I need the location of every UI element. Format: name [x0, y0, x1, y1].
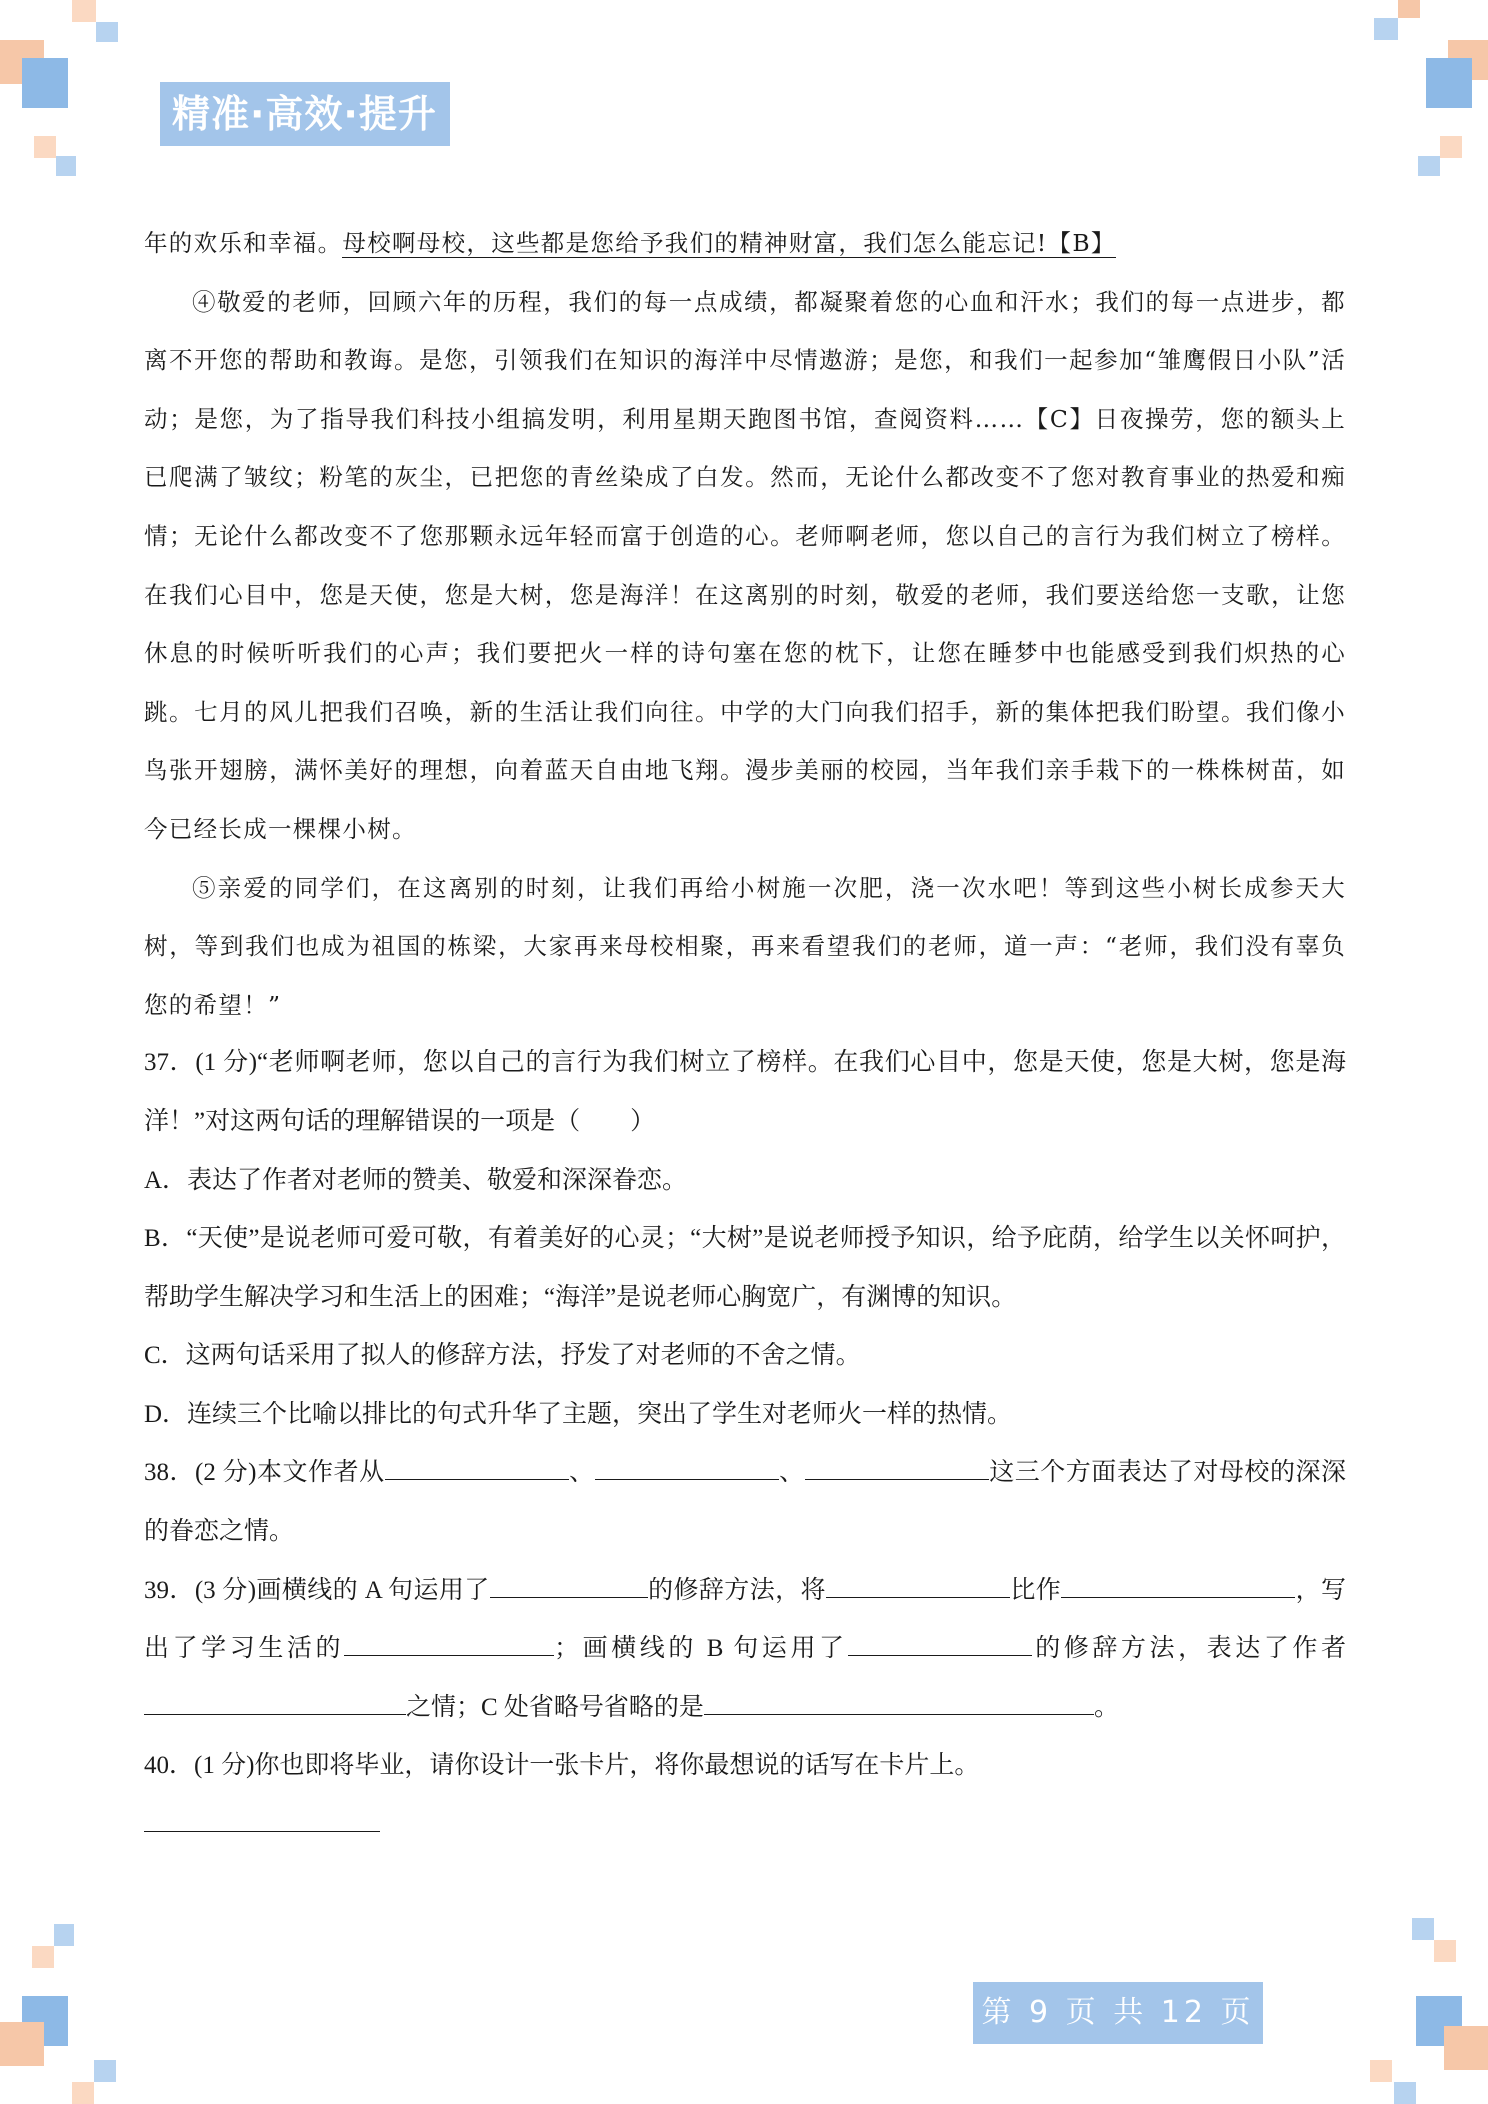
answer-blank[interactable]: [826, 1575, 1010, 1598]
question-40: 40．(1 分)你也即将毕业，请你设计一张卡片，将你最想说的话写在卡片上。: [144, 1752, 980, 1780]
answer-blank[interactable]: [344, 1633, 554, 1656]
option-b: B．“天使”是说老师可爱可敬，有着美好的心灵；“大树”是说老师授予知识，给予庇荫，给学生以关怀呵护，帮助学生解决学习和生活上的困难；“海洋”是说老师心胸宽广，有渊博的知识。: [144, 1225, 1346, 1311]
answer-blank[interactable]: [848, 1633, 1032, 1656]
question-39: 39．(3 分)画横线的 A 句运用了 的修辞方法，将 比作 ，写出了学习生活的 ；画横线的 B 句运用了 的修辞方法，表达了作者之情；C 处省略号省略的是 。: [144, 1576, 1346, 1721]
passage-paragraph-4: ④敬爱的老师，回顾六年的历程，我们的每一点成绩，都凝聚着您的心血和汗水；我们的每一点进步，都离不开您的帮助和教诲。是您，引领我们在知识的海洋中尽情遨游；是您，和我们一起参加“雏鹰假日小队”活动；是您，为了指导我们科技小组搞发明，利用星期天跑图书馆，查阅资料……【C】日夜操劳，您的额头上已爬满了皱纹；粉笔的灰尘，已把您的青丝染成了白发。然而，无论什么都改变不了您对教育事业的热爱和痴情；无论什么都改变不了您那颗永远年轻而富于创造的心。老师啊老师，您以自己的言行为我们树立了榜样。在我们心目中，您是天使，您是大树，您是海洋！在这离别的时刻，敬爱的老师，我们要送给您一支歌，让您休息的时候听听我们的心声；我们要把火一样的诗句塞在您的枕下，让您在睡梦中也能感受到我们炽热的心跳。七月的风儿把我们召唤，新的生活让我们向往。中学的大门向我们招手，新的集体把我们盼望。我们像小鸟张开翅膀，满怀美好的理想，向着蓝天自由地飞翔。漫步美丽的校园，当年我们亲手栽下的一株株树苗，如今已经长成一棵棵小树。: [144, 287, 1346, 843]
option-d: D．连续三个比喻以排比的句式升华了主题，突出了学生对老师火一样的热情。: [144, 1400, 1013, 1428]
answer-blank[interactable]: [704, 1692, 1094, 1715]
brand-banner: 精准·高效·提升: [160, 82, 450, 146]
option-c: C．这两句话采用了拟人的修辞方法，抒发了对老师的不舍之情。: [144, 1342, 861, 1370]
answer-blank[interactable]: [490, 1575, 648, 1598]
question-38: 38．(2 分)本文作者从 、 、 这三个方面表达了对母校的深深的眷恋之情。: [144, 1459, 1346, 1546]
page-number: 第 9 页 共 12 页: [973, 1982, 1263, 2044]
passage-paragraph-5: ⑤亲爱的同学们，在这离别的时刻，让我们再给小树施一次肥，浇一次水吧！等到这些小树长成参天大树，等到我们也成为祖国的栋梁，大家再来母校相聚，再来看望我们的老师，道一声：“老师，我们没有辜负您的希望！”: [144, 873, 1346, 1019]
page-content: [144, 214, 1346, 1855]
answer-blank[interactable]: [1061, 1575, 1295, 1598]
passage-line-1: 年的欢乐和幸福。母校啊母校，这些都是您给予我们的精神财富，我们怎么能忘记!【B】: [144, 229, 1116, 257]
underlined-sentence-b: 母校啊母校，这些都是您给予我们的精神财富，我们怎么能忘记!【B】: [342, 229, 1116, 257]
answer-blank[interactable]: [144, 1809, 380, 1832]
question-37: 37．(1 分)“老师啊老师，您以自己的言行为我们树立了榜样。在我们心目中，您是天使，您是大树，您是海洋！”对这两句话的理解错误的一项是（ ）: [144, 1049, 1346, 1135]
answer-blank[interactable]: [805, 1457, 989, 1480]
answer-blank[interactable]: [385, 1457, 569, 1480]
question-40-answer-line: [144, 1796, 1346, 1855]
answer-blank[interactable]: [595, 1457, 779, 1480]
answer-blank[interactable]: [144, 1692, 406, 1715]
option-a: A．表达了作者对老师的赞美、敬爱和深深眷恋。: [144, 1166, 688, 1194]
